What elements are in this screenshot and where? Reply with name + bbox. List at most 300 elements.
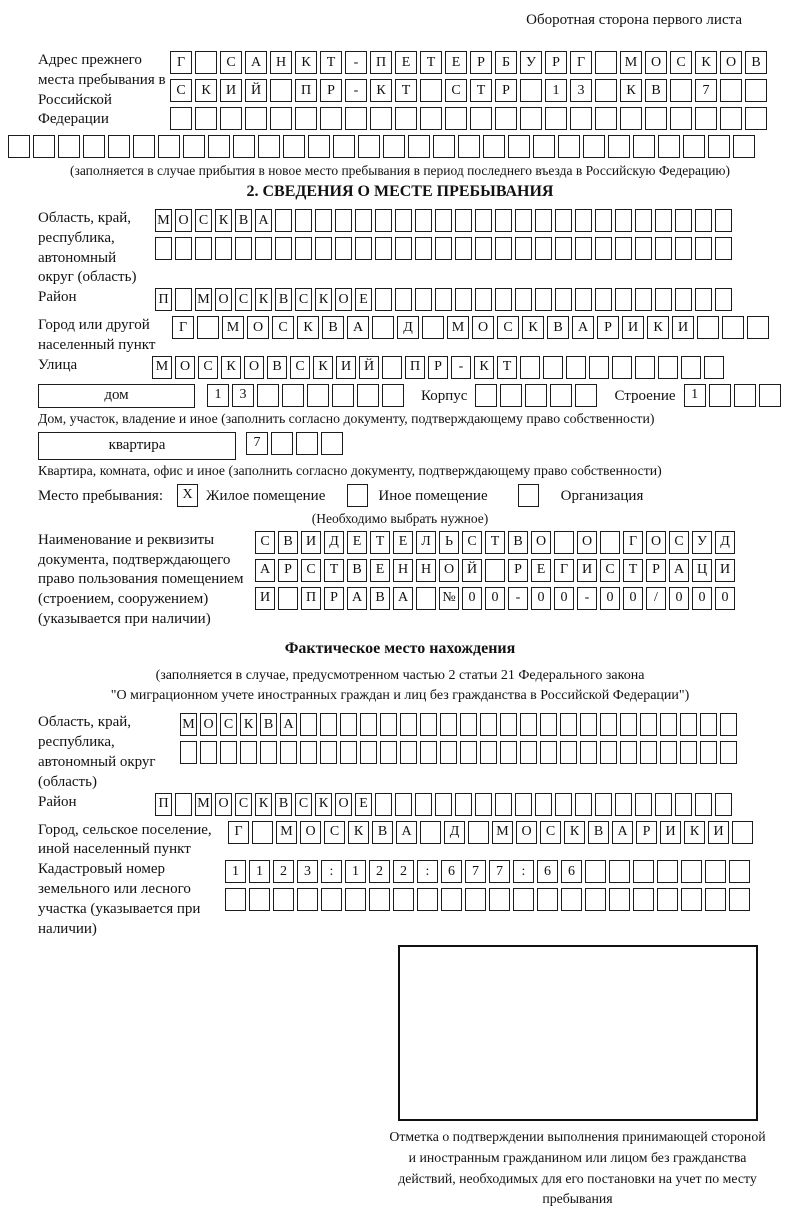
char-cell[interactable]	[307, 384, 329, 407]
char-cell[interactable]	[620, 107, 642, 130]
char-cell[interactable]	[355, 209, 372, 232]
char-cell[interactable]	[520, 713, 537, 736]
char-cell[interactable]: Т	[470, 79, 492, 102]
char-cell[interactable]: Е	[393, 531, 413, 554]
char-cell[interactable]	[340, 713, 357, 736]
char-cell[interactable]	[475, 793, 492, 816]
char-cell[interactable]: Е	[445, 51, 467, 74]
char-cell[interactable]	[609, 860, 630, 883]
char-cell[interactable]	[615, 793, 632, 816]
char-cell[interactable]: С	[497, 316, 519, 339]
char-cell[interactable]: С	[198, 356, 218, 379]
char-cell[interactable]: А	[396, 821, 417, 844]
char-cell[interactable]: П	[301, 587, 321, 610]
checkbox-zhiloe[interactable]: X	[177, 484, 198, 507]
char-cell[interactable]: И	[255, 587, 275, 610]
char-cell[interactable]	[445, 107, 467, 130]
char-cell[interactable]	[537, 888, 558, 911]
char-cell[interactable]: Н	[416, 559, 436, 582]
char-cell[interactable]	[383, 135, 405, 158]
char-cell[interactable]	[535, 793, 552, 816]
char-cell[interactable]: 7	[246, 432, 268, 455]
char-cell[interactable]	[315, 209, 332, 232]
char-cell[interactable]: -	[345, 79, 367, 102]
char-cell[interactable]: 1	[207, 384, 229, 407]
char-cell[interactable]	[455, 793, 472, 816]
char-cell[interactable]: П	[155, 288, 172, 311]
checkbox-inoe[interactable]	[347, 484, 368, 507]
char-cell[interactable]: С	[295, 793, 312, 816]
char-cell[interactable]	[133, 135, 155, 158]
char-cell[interactable]	[375, 237, 392, 260]
char-cell[interactable]: 2	[273, 860, 294, 883]
char-cell[interactable]: С	[195, 209, 212, 232]
char-cell[interactable]	[220, 107, 242, 130]
char-cell[interactable]	[658, 356, 678, 379]
char-cell[interactable]	[695, 107, 717, 130]
char-cell[interactable]	[195, 237, 212, 260]
char-cell[interactable]: 1	[684, 384, 706, 407]
char-cell[interactable]	[655, 209, 672, 232]
char-cell[interactable]	[560, 713, 577, 736]
char-cell[interactable]: О	[720, 51, 742, 74]
char-cell[interactable]	[633, 135, 655, 158]
char-cell[interactable]: 3	[297, 860, 318, 883]
char-cell[interactable]: А	[347, 316, 369, 339]
char-cell[interactable]	[180, 741, 197, 764]
char-cell[interactable]: Р	[636, 821, 657, 844]
char-cell[interactable]	[420, 107, 442, 130]
char-cell[interactable]	[747, 316, 769, 339]
char-cell[interactable]	[455, 237, 472, 260]
char-cell[interactable]	[620, 741, 637, 764]
char-cell[interactable]	[468, 821, 489, 844]
char-cell[interactable]	[681, 356, 701, 379]
char-cell[interactable]: :	[513, 860, 534, 883]
char-cell[interactable]: Т	[370, 531, 390, 554]
char-cell[interactable]	[315, 237, 332, 260]
char-cell[interactable]	[495, 237, 512, 260]
char-cell[interactable]	[220, 741, 237, 764]
char-cell[interactable]	[658, 135, 680, 158]
char-cell[interactable]	[8, 135, 30, 158]
char-cell[interactable]: С	[220, 51, 242, 74]
char-cell[interactable]	[595, 237, 612, 260]
char-cell[interactable]: С	[255, 531, 275, 554]
char-cell[interactable]: Г	[228, 821, 249, 844]
char-cell[interactable]: О	[531, 531, 551, 554]
char-cell[interactable]: П	[370, 51, 392, 74]
char-cell[interactable]	[657, 888, 678, 911]
char-cell[interactable]	[700, 713, 717, 736]
char-cell[interactable]	[640, 741, 657, 764]
char-cell[interactable]	[745, 79, 767, 102]
char-cell[interactable]	[595, 209, 612, 232]
char-cell[interactable]: Д	[324, 531, 344, 554]
char-cell[interactable]: В	[278, 531, 298, 554]
char-cell[interactable]: 1	[345, 860, 366, 883]
char-cell[interactable]: Ц	[692, 559, 712, 582]
char-cell[interactable]: М	[155, 209, 172, 232]
char-cell[interactable]	[508, 135, 530, 158]
char-cell[interactable]	[395, 209, 412, 232]
char-cell[interactable]	[400, 741, 417, 764]
char-cell[interactable]	[435, 288, 452, 311]
char-cell[interactable]	[683, 135, 705, 158]
char-cell[interactable]: 1	[225, 860, 246, 883]
char-cell[interactable]	[657, 860, 678, 883]
char-cell[interactable]: /	[646, 587, 666, 610]
char-cell[interactable]: И	[220, 79, 242, 102]
char-cell[interactable]	[475, 209, 492, 232]
char-cell[interactable]: Н	[270, 51, 292, 74]
char-cell[interactable]: К	[620, 79, 642, 102]
char-cell[interactable]: О	[472, 316, 494, 339]
char-cell[interactable]	[275, 209, 292, 232]
char-cell[interactable]	[249, 888, 270, 911]
char-cell[interactable]: Е	[370, 559, 390, 582]
char-cell[interactable]	[620, 713, 637, 736]
char-cell[interactable]	[759, 384, 781, 407]
char-cell[interactable]: Д	[444, 821, 465, 844]
char-cell[interactable]	[722, 316, 744, 339]
char-cell[interactable]	[300, 713, 317, 736]
char-cell[interactable]: Д	[715, 531, 735, 554]
char-cell[interactable]: Е	[531, 559, 551, 582]
char-cell[interactable]	[681, 888, 702, 911]
char-cell[interactable]: 0	[692, 587, 712, 610]
char-cell[interactable]	[525, 384, 547, 407]
char-cell[interactable]	[709, 384, 731, 407]
char-cell[interactable]: С	[290, 356, 310, 379]
char-cell[interactable]	[520, 79, 542, 102]
char-cell[interactable]: К	[215, 209, 232, 232]
char-cell[interactable]	[558, 135, 580, 158]
char-cell[interactable]: И	[622, 316, 644, 339]
char-cell[interactable]	[680, 713, 697, 736]
char-cell[interactable]	[460, 713, 477, 736]
char-cell[interactable]: К	[695, 51, 717, 74]
char-cell[interactable]: Р	[428, 356, 448, 379]
char-cell[interactable]	[715, 237, 732, 260]
char-cell[interactable]	[575, 793, 592, 816]
char-cell[interactable]	[533, 135, 555, 158]
char-cell[interactable]: К	[221, 356, 241, 379]
char-cell[interactable]	[270, 79, 292, 102]
char-cell[interactable]: К	[297, 316, 319, 339]
char-cell[interactable]	[395, 237, 412, 260]
char-cell[interactable]	[155, 237, 172, 260]
char-cell[interactable]: Г	[623, 531, 643, 554]
char-cell[interactable]: В	[235, 209, 252, 232]
char-cell[interactable]: О	[175, 209, 192, 232]
char-cell[interactable]	[635, 288, 652, 311]
char-cell[interactable]: И	[301, 531, 321, 554]
char-cell[interactable]	[720, 79, 742, 102]
char-cell[interactable]	[320, 107, 342, 130]
char-cell[interactable]: О	[577, 531, 597, 554]
char-cell[interactable]: Р	[508, 559, 528, 582]
char-cell[interactable]	[675, 793, 692, 816]
char-cell[interactable]	[282, 384, 304, 407]
char-cell[interactable]	[600, 741, 617, 764]
char-cell[interactable]: У	[520, 51, 542, 74]
char-cell[interactable]	[215, 237, 232, 260]
char-cell[interactable]	[58, 135, 80, 158]
char-cell[interactable]	[570, 107, 592, 130]
char-cell[interactable]: Р	[545, 51, 567, 74]
char-cell[interactable]: С	[462, 531, 482, 554]
char-cell[interactable]	[382, 356, 402, 379]
char-cell[interactable]	[595, 51, 617, 74]
char-cell[interactable]: С	[669, 531, 689, 554]
char-cell[interactable]	[615, 288, 632, 311]
char-cell[interactable]	[734, 384, 756, 407]
char-cell[interactable]	[483, 135, 505, 158]
char-cell[interactable]	[355, 237, 372, 260]
char-cell[interactable]: К	[647, 316, 669, 339]
char-cell[interactable]: Р	[320, 79, 342, 102]
char-cell[interactable]	[515, 288, 532, 311]
char-cell[interactable]: Е	[395, 51, 417, 74]
char-cell[interactable]: 2	[369, 860, 390, 883]
char-cell[interactable]: М	[180, 713, 197, 736]
char-cell[interactable]: К	[195, 79, 217, 102]
char-cell[interactable]: :	[417, 860, 438, 883]
char-cell[interactable]	[333, 135, 355, 158]
char-cell[interactable]	[480, 741, 497, 764]
char-cell[interactable]	[566, 356, 586, 379]
char-cell[interactable]	[345, 888, 366, 911]
char-cell[interactable]: Р	[495, 79, 517, 102]
char-cell[interactable]: О	[335, 793, 352, 816]
char-cell[interactable]	[595, 107, 617, 130]
char-cell[interactable]	[480, 713, 497, 736]
char-cell[interactable]	[420, 821, 441, 844]
char-cell[interactable]	[280, 741, 297, 764]
char-cell[interactable]	[720, 107, 742, 130]
char-cell[interactable]	[700, 741, 717, 764]
char-cell[interactable]: М	[620, 51, 642, 74]
char-cell[interactable]	[440, 713, 457, 736]
char-cell[interactable]: А	[393, 587, 413, 610]
char-cell[interactable]	[560, 741, 577, 764]
char-cell[interactable]	[395, 107, 417, 130]
char-cell[interactable]: Й	[462, 559, 482, 582]
char-cell[interactable]: Т	[420, 51, 442, 74]
char-cell[interactable]	[655, 793, 672, 816]
char-cell[interactable]	[615, 209, 632, 232]
char-cell[interactable]: О	[335, 288, 352, 311]
char-cell[interactable]	[635, 356, 655, 379]
char-cell[interactable]: В	[547, 316, 569, 339]
char-cell[interactable]	[500, 384, 522, 407]
char-cell[interactable]	[520, 107, 542, 130]
char-cell[interactable]	[640, 713, 657, 736]
char-cell[interactable]	[500, 741, 517, 764]
char-cell[interactable]: Б	[495, 51, 517, 74]
char-cell[interactable]	[200, 741, 217, 764]
char-cell[interactable]	[729, 888, 750, 911]
char-cell[interactable]: О	[646, 531, 666, 554]
char-cell[interactable]	[583, 135, 605, 158]
char-cell[interactable]	[460, 741, 477, 764]
char-cell[interactable]	[260, 741, 277, 764]
char-cell[interactable]	[555, 288, 572, 311]
char-cell[interactable]	[380, 741, 397, 764]
char-cell[interactable]	[635, 237, 652, 260]
char-cell[interactable]	[175, 793, 192, 816]
char-cell[interactable]: В	[275, 288, 292, 311]
char-cell[interactable]	[500, 713, 517, 736]
char-cell[interactable]	[420, 713, 437, 736]
char-cell[interactable]	[455, 209, 472, 232]
char-cell[interactable]: С	[324, 821, 345, 844]
char-cell[interactable]	[335, 237, 352, 260]
char-cell[interactable]: 0	[462, 587, 482, 610]
char-cell[interactable]	[732, 821, 753, 844]
char-cell[interactable]	[278, 587, 298, 610]
char-cell[interactable]	[170, 107, 192, 130]
char-cell[interactable]: А	[612, 821, 633, 844]
char-cell[interactable]	[475, 237, 492, 260]
char-cell[interactable]: Г	[172, 316, 194, 339]
char-cell[interactable]: 1	[249, 860, 270, 883]
char-cell[interactable]	[233, 135, 255, 158]
char-cell[interactable]: И	[336, 356, 356, 379]
char-cell[interactable]	[440, 741, 457, 764]
char-cell[interactable]	[645, 107, 667, 130]
char-cell[interactable]	[345, 107, 367, 130]
char-cell[interactable]	[515, 209, 532, 232]
char-cell[interactable]	[720, 713, 737, 736]
char-cell[interactable]	[197, 316, 219, 339]
char-cell[interactable]: 7	[489, 860, 510, 883]
char-cell[interactable]	[257, 384, 279, 407]
char-cell[interactable]	[470, 107, 492, 130]
char-cell[interactable]	[320, 741, 337, 764]
char-cell[interactable]: С	[235, 288, 252, 311]
char-cell[interactable]	[415, 288, 432, 311]
char-cell[interactable]: 7	[695, 79, 717, 102]
char-cell[interactable]	[535, 237, 552, 260]
char-cell[interactable]	[609, 888, 630, 911]
char-cell[interactable]: Г	[554, 559, 574, 582]
char-cell[interactable]	[415, 793, 432, 816]
char-cell[interactable]: 0	[623, 587, 643, 610]
char-cell[interactable]	[235, 237, 252, 260]
char-cell[interactable]	[554, 531, 574, 554]
char-cell[interactable]: Р	[278, 559, 298, 582]
char-cell[interactable]	[375, 288, 392, 311]
char-cell[interactable]	[416, 587, 436, 610]
char-cell[interactable]	[175, 237, 192, 260]
char-cell[interactable]: С	[170, 79, 192, 102]
char-cell[interactable]	[580, 713, 597, 736]
char-cell[interactable]: 3	[232, 384, 254, 407]
char-cell[interactable]: 6	[537, 860, 558, 883]
char-cell[interactable]	[575, 384, 597, 407]
char-cell[interactable]	[715, 793, 732, 816]
char-cell[interactable]: Н	[393, 559, 413, 582]
char-cell[interactable]	[435, 793, 452, 816]
char-cell[interactable]: 0	[554, 587, 574, 610]
char-cell[interactable]	[295, 237, 312, 260]
char-cell[interactable]: Й	[245, 79, 267, 102]
char-cell[interactable]: В	[372, 821, 393, 844]
char-cell[interactable]	[513, 888, 534, 911]
char-cell[interactable]	[271, 432, 293, 455]
char-cell[interactable]	[615, 237, 632, 260]
char-cell[interactable]	[435, 209, 452, 232]
char-cell[interactable]	[335, 209, 352, 232]
char-cell[interactable]	[535, 288, 552, 311]
char-cell[interactable]	[697, 316, 719, 339]
char-cell[interactable]: О	[200, 713, 217, 736]
char-cell[interactable]	[495, 793, 512, 816]
char-cell[interactable]: Т	[395, 79, 417, 102]
char-cell[interactable]: О	[516, 821, 537, 844]
char-cell[interactable]	[435, 237, 452, 260]
char-cell[interactable]	[245, 107, 267, 130]
char-cell[interactable]	[283, 135, 305, 158]
char-cell[interactable]	[455, 288, 472, 311]
char-cell[interactable]: В	[275, 793, 292, 816]
char-cell[interactable]	[417, 888, 438, 911]
char-cell[interactable]: О	[645, 51, 667, 74]
char-cell[interactable]: В	[508, 531, 528, 554]
char-cell[interactable]: С	[220, 713, 237, 736]
char-cell[interactable]	[555, 237, 572, 260]
char-cell[interactable]: А	[255, 559, 275, 582]
char-cell[interactable]: П	[155, 793, 172, 816]
char-cell[interactable]: -	[577, 587, 597, 610]
char-cell[interactable]	[540, 713, 557, 736]
char-cell[interactable]: -	[345, 51, 367, 74]
char-cell[interactable]: 0	[485, 587, 505, 610]
char-cell[interactable]: Р	[470, 51, 492, 74]
char-cell[interactable]: №	[439, 587, 459, 610]
char-cell[interactable]	[258, 135, 280, 158]
char-cell[interactable]	[175, 288, 192, 311]
char-cell[interactable]	[240, 741, 257, 764]
char-cell[interactable]	[255, 237, 272, 260]
char-cell[interactable]	[589, 356, 609, 379]
char-cell[interactable]	[633, 860, 654, 883]
char-cell[interactable]: М	[276, 821, 297, 844]
char-cell[interactable]: С	[670, 51, 692, 74]
char-cell[interactable]	[380, 713, 397, 736]
char-cell[interactable]	[575, 237, 592, 260]
char-cell[interactable]	[225, 888, 246, 911]
char-cell[interactable]	[575, 288, 592, 311]
char-cell[interactable]: С	[301, 559, 321, 582]
char-cell[interactable]	[321, 888, 342, 911]
char-cell[interactable]: Т	[485, 531, 505, 554]
char-cell[interactable]: В	[267, 356, 287, 379]
char-cell[interactable]	[635, 209, 652, 232]
char-cell[interactable]	[520, 356, 540, 379]
char-cell[interactable]: 3	[570, 79, 592, 102]
char-cell[interactable]	[408, 135, 430, 158]
char-cell[interactable]: Е	[355, 288, 372, 311]
char-cell[interactable]: К	[295, 51, 317, 74]
char-cell[interactable]: О	[175, 356, 195, 379]
char-cell[interactable]: 1	[545, 79, 567, 102]
char-cell[interactable]: К	[522, 316, 544, 339]
char-cell[interactable]: К	[315, 793, 332, 816]
char-cell[interactable]: К	[255, 288, 272, 311]
